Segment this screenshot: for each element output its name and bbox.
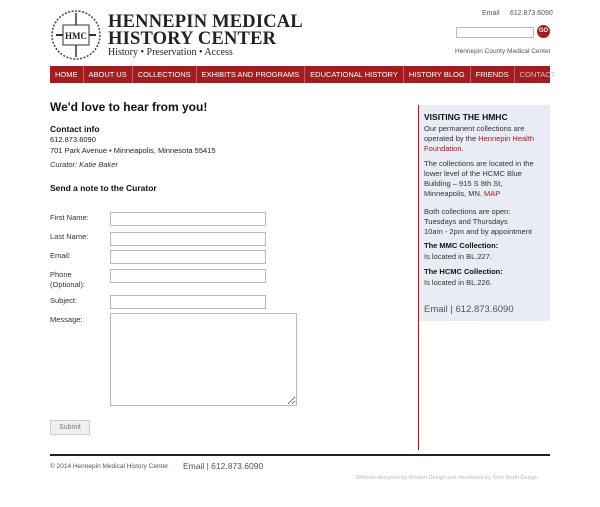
contact-phone: 612.873.6090 bbox=[50, 135, 96, 144]
phone-label-line2: (Optional): bbox=[50, 280, 86, 289]
location-text: The collections are located in the lower level of the HCMC Blue Building – 915 S 8th St, Minneapolis, MN. bbox=[424, 159, 534, 198]
hcmc-heading: The HCMC Collection: bbox=[424, 267, 503, 276]
email-label: Email: bbox=[50, 251, 71, 260]
nav-item-about-us[interactable]: ABOUT US bbox=[84, 66, 133, 83]
map-link[interactable]: MAP bbox=[484, 189, 501, 198]
mmc-location: Is located in BL.227. bbox=[424, 252, 492, 261]
nav-item-educational-history[interactable]: EDUCATIONAL HISTORY bbox=[305, 66, 404, 83]
message-label: Message: bbox=[50, 315, 83, 324]
sidebar-para-location bbox=[424, 159, 546, 199]
footer-divider bbox=[50, 454, 550, 456]
contact-address: 701 Park Avenue • Minneapolis, Minnesota 55415 bbox=[50, 146, 216, 155]
logo-seal-icon[interactable] bbox=[50, 9, 102, 61]
first-name-input[interactable] bbox=[110, 212, 266, 226]
phone-input[interactable] bbox=[110, 269, 266, 283]
sidebar-contact[interactable]: Email | 612.873.6090 bbox=[424, 304, 514, 315]
search-input[interactable] bbox=[456, 27, 534, 38]
phone-label bbox=[50, 270, 85, 290]
phone-label-line1: Phone bbox=[50, 270, 72, 279]
page-title: We'd love to hear from you! bbox=[50, 100, 208, 114]
subject-input[interactable] bbox=[110, 295, 266, 309]
site-title-line2: HISTORY CENTER bbox=[108, 29, 277, 49]
footer-copyright: © 2014 Hennepin Medical History Center bbox=[50, 463, 169, 470]
curator-name: Curator: Katie Baker bbox=[50, 160, 118, 169]
hours-line2: Tuesdays and Thursdays bbox=[424, 217, 508, 226]
form-heading: Send a note to the Curator bbox=[50, 183, 157, 193]
subject-label: Subject: bbox=[50, 296, 78, 305]
sidebar-heading: VISITING THE HMHC bbox=[424, 112, 508, 122]
contact-info-heading: Contact info bbox=[50, 124, 100, 134]
footer-credit: Website designed by Kindem Design and developed by Terry Barth Design. bbox=[356, 475, 540, 481]
hours-line3: 10am - 2pm and by appointment bbox=[424, 227, 532, 236]
last-name-input[interactable] bbox=[110, 232, 266, 246]
site-title-line1: HENNEPIN MEDICAL bbox=[108, 12, 303, 32]
header-phone: 612.873.6090 bbox=[510, 10, 553, 17]
sidebar-para-operated bbox=[424, 124, 546, 154]
search-go-button[interactable]: GO bbox=[537, 25, 550, 38]
foundation-link[interactable]: Hennepin Health Foundation bbox=[424, 134, 535, 153]
header-email-link[interactable]: Email bbox=[482, 10, 500, 17]
main-nav bbox=[50, 66, 556, 83]
nav-item-history-blog[interactable]: HISTORY BLOG bbox=[404, 66, 471, 83]
site-title[interactable] bbox=[108, 14, 303, 48]
nav-item-collections[interactable]: COLLECTIONS bbox=[133, 66, 197, 83]
submit-button[interactable]: Submit bbox=[50, 420, 90, 435]
mmc-heading: The MMC Collection: bbox=[424, 241, 499, 250]
operated-text: Our permanent collections are operated by the bbox=[424, 124, 525, 143]
email-input[interactable] bbox=[110, 250, 266, 264]
nav-item-friends[interactable]: FRIENDS bbox=[471, 66, 515, 83]
footer-contact[interactable]: Email | 612.873.6090 bbox=[183, 461, 264, 471]
first-name-label: First Name: bbox=[50, 213, 89, 222]
nav-item-home[interactable]: HOME bbox=[50, 66, 84, 83]
hours-line1: Both collections are open: bbox=[424, 207, 511, 216]
message-textarea[interactable] bbox=[110, 313, 297, 406]
nav-item-exhibits-programs[interactable]: EXHIBITS AND PROGRAMS bbox=[197, 66, 306, 83]
hcmc-link[interactable]: Hennepin County Medical Center bbox=[455, 48, 551, 55]
last-name-label: Last Name: bbox=[50, 232, 89, 241]
logo-seal-text: HMC bbox=[65, 31, 87, 41]
site-tagline: History • Preservation • Access bbox=[108, 47, 233, 58]
sidebar-para-hours bbox=[424, 207, 546, 237]
hcmc-location: Is located in BL.226. bbox=[424, 278, 492, 287]
nav-item-contact[interactable]: CONTACT bbox=[519, 70, 556, 79]
operated-end: . bbox=[461, 144, 464, 153]
